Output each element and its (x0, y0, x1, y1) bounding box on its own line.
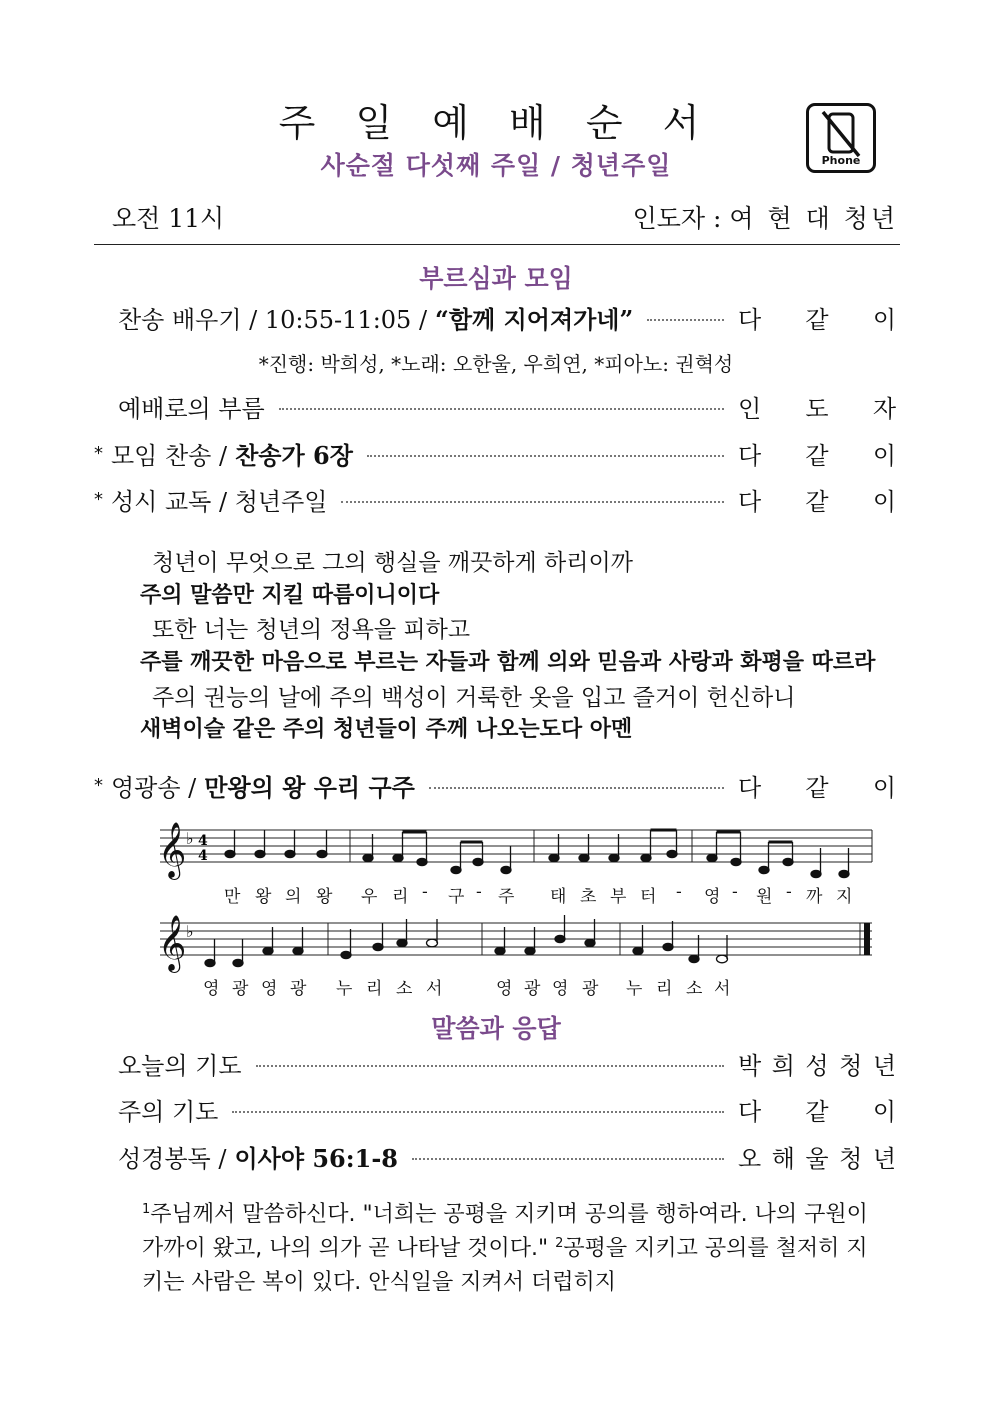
lyric-syllable: 소 (686, 979, 703, 999)
leader-label: 인도자 : (632, 204, 722, 233)
item-label: 성경봉독 / (118, 1144, 227, 1173)
service-leader (633, 199, 898, 235)
responsive-line-leader: 청년이 무엇으로 그의 행실을 깨끗하게 하리이까 (152, 550, 633, 576)
item-who: 오 해 울 청 년 (738, 1144, 896, 1173)
responsive-line-people: 새벽이슬 같은 주의 청년들이 주께 나오는도다 아멘 (140, 717, 633, 742)
service-time: 오전 11시 (112, 204, 225, 233)
order-item-call-to-worship (118, 389, 896, 423)
responsive-line-people: 주의 말씀만 지킬 따름이니이다 (140, 583, 440, 608)
lyric-syllable: 리 (656, 979, 673, 999)
header-divider (94, 244, 900, 245)
lyric-syllable: 광 (232, 979, 249, 999)
lyric-syllable: 광 (524, 979, 541, 999)
section-calling-title: 부르심과 모임 (419, 264, 573, 293)
svg-text:♭: ♭ (186, 922, 194, 941)
page-subtitle: 사순절 다섯째 주일 / 청년주일 (320, 151, 672, 180)
lyric-syllable: 의 (285, 887, 302, 907)
item-who: 다 같 이 (738, 773, 896, 802)
item-label: 예배로의 부름 (118, 394, 265, 423)
order-item-responsive-reading (94, 482, 896, 516)
lyric-syllable: 태 (550, 887, 567, 907)
lyric-syllable: 광 (290, 979, 307, 999)
item-who: 다 같 이 (738, 441, 896, 470)
responsive-line-leader: 주의 권능의 날에 주의 백성이 거룩한 옷을 입고 즐거이 헌신하니 (152, 685, 796, 711)
lyric-syllable: 영 (704, 887, 721, 907)
svg-text:𝄞: 𝄞 (158, 915, 187, 971)
item-who: 다 같 이 (738, 305, 896, 334)
verse-text: 공평을 지키고 공의를 철저히 지키는 사람은 복이 있다. 안식일을 지켜서 더럽히지 (142, 1236, 868, 1295)
item-who: 다 같 이 (738, 1097, 896, 1126)
lyric-syllable: 터 (640, 887, 657, 907)
lyric-syllable: - (422, 882, 428, 902)
lyric-syllable: 영 (496, 979, 513, 999)
lyric-syllable: 영 (261, 979, 278, 999)
svg-text:4: 4 (198, 833, 208, 849)
item-label: 성시 교독 / 청년주일 (111, 487, 328, 516)
item-label: 찬송 배우기 / 10:55-11:05 / (118, 305, 428, 334)
item-title: 이사야 56:1-8 (234, 1143, 398, 1173)
lyric-syllable: 지 (836, 887, 853, 907)
order-item-scripture (118, 1139, 896, 1173)
section-word-title: 말씀과 응답 (431, 1014, 561, 1043)
item-who: 다 같 이 (738, 487, 896, 516)
item-label: 오늘의 기도 (118, 1051, 242, 1080)
leader-dots (279, 408, 724, 410)
item-who: 인 도 자 (738, 394, 896, 423)
lyric-syllable: 원 (756, 887, 773, 907)
lyric-syllable: 만 (224, 887, 241, 907)
lyrics-line-1 (0, 882, 992, 906)
standing-mark: * (94, 774, 103, 796)
responsive-line-people: 주를 깨끗한 마음으로 부르는 자들과 함께 의와 믿음과 사랑과 화평을 따르라 (140, 650, 876, 675)
lyric-syllable: 누 (626, 979, 643, 999)
order-item-gloria (94, 768, 896, 802)
lyric-syllable: 까 (806, 887, 823, 907)
item-label: 주의 기도 (118, 1097, 219, 1126)
lyric-syllable: 서 (426, 979, 443, 999)
lyrics-line-2 (0, 974, 992, 998)
lyric-syllable: 리 (392, 887, 409, 907)
leader-dots (647, 319, 724, 321)
order-item-hymn-learning (118, 300, 896, 334)
lyric-syllable: 서 (714, 979, 731, 999)
lyric-syllable: - (476, 882, 482, 902)
leader-dots (367, 455, 724, 457)
page-title: 주 일 예 배 순 서 (278, 101, 714, 145)
lyric-syllable: - (732, 882, 738, 902)
leader-name: 여 현 대 청년 (729, 204, 898, 233)
order-item-lords-prayer (118, 1092, 896, 1126)
lyric-syllable: - (786, 882, 792, 902)
lyric-syllable: 왕 (255, 887, 272, 907)
no-phone-icon (806, 103, 876, 173)
leader-dots (429, 787, 724, 789)
svg-text:♭: ♭ (186, 829, 194, 848)
lyric-syllable: 영 (552, 979, 569, 999)
order-item-gathering-hymn (94, 436, 896, 470)
lyric-syllable: 소 (396, 979, 413, 999)
item-label: 영광송 / (111, 773, 197, 802)
leader-dots (256, 1065, 724, 1067)
svg-text:𝄞: 𝄞 (158, 822, 187, 878)
svg-text:4: 4 (198, 848, 208, 864)
item-title: 만왕의 왕 우리 구주 (204, 772, 415, 802)
credits-line: *진행: 박희성, *노래: 오한울, 우희연, *피아노: 권혁성 (258, 352, 734, 376)
leader-dots (232, 1111, 724, 1113)
verse-number: 1 (142, 1202, 151, 1217)
lyric-syllable: 영 (203, 979, 220, 999)
lyric-syllable: 초 (580, 887, 597, 907)
item-title: “함께 지어져가네” (435, 304, 634, 334)
lyric-syllable: 왕 (316, 887, 333, 907)
responsive-line-leader: 또한 너는 청년의 정욕을 피하고 (152, 617, 471, 643)
item-label: 모임 찬송 / (111, 441, 228, 470)
leader-dots (341, 501, 724, 503)
scripture-text (142, 1198, 882, 1300)
standing-mark: * (94, 442, 103, 464)
order-item-prayer-today (118, 1046, 896, 1080)
lyric-syllable: 광 (582, 979, 599, 999)
lyric-syllable: 우 (361, 887, 378, 907)
lyric-syllable: 주 (498, 887, 515, 907)
item-title: 찬송가 6장 (235, 440, 353, 470)
lyric-syllable: - (676, 882, 682, 902)
item-who: 박 희 성 청 년 (738, 1051, 896, 1080)
lyric-syllable: 누 (336, 979, 353, 999)
verse-text: 주님께서 말씀하신다. "너희는 공평을 지키며 공의를 행하여라. 나의 구원이 가까이 왔고, 나의 의가 곧 나타날 것이다." (142, 1202, 868, 1261)
verse-number: 2 (555, 1236, 564, 1251)
lyric-syllable: 부 (610, 887, 627, 907)
phone-label: Phone (821, 154, 861, 167)
lyric-syllable: 리 (366, 979, 383, 999)
leader-dots (412, 1158, 724, 1160)
lyric-syllable: 구 (448, 887, 465, 907)
standing-mark: * (94, 488, 103, 510)
